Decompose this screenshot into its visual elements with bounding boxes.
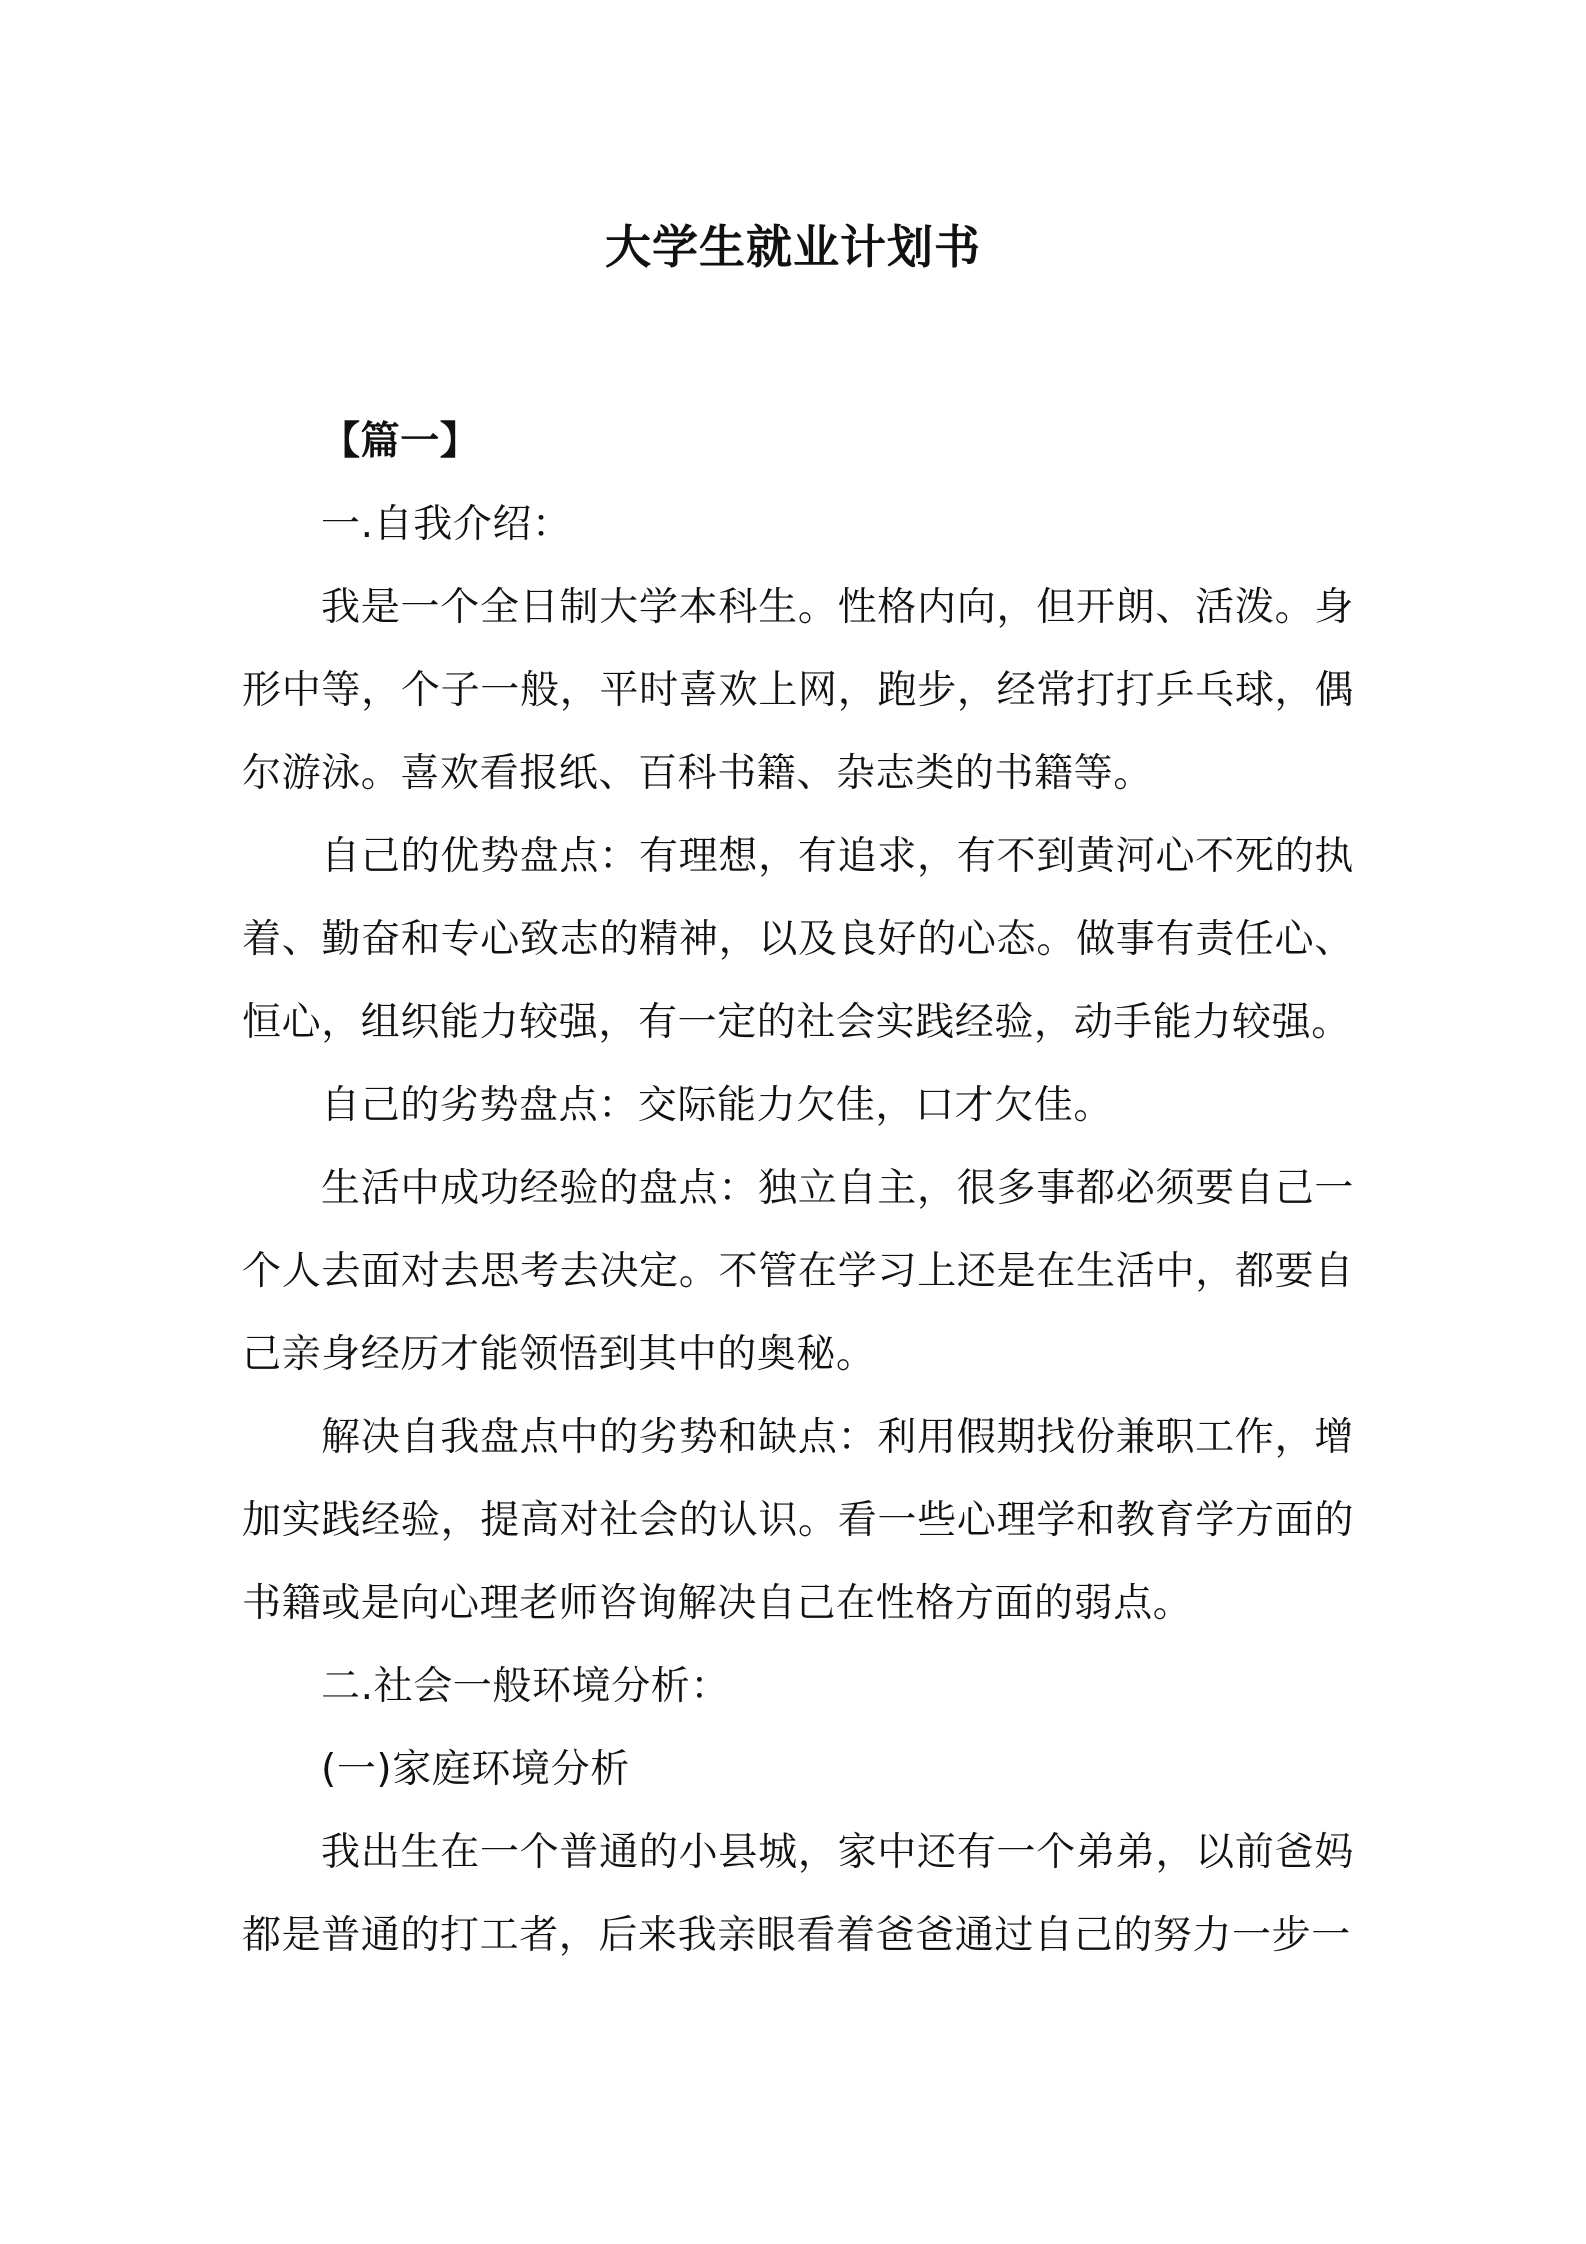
- paragraph-success-experience: 生活中成功经验的盘点：独立自主，很多事都必须要自己一个人去面对去思考去决定。不管在学习上还是在生活中，都要自己亲身经历才能领悟到其中的奥秘。: [242, 1166, 1354, 1377]
- section-heading-self-intro: 一.自我介绍：: [321, 502, 572, 547]
- subsection-heading-family-environment: (一)家庭环境分析: [321, 1747, 630, 1792]
- paragraph-family-background: 我出生在一个普通的小县城，家中还有一个弟弟，以前爸妈都是普通的打工者，后来我亲眼看着爸爸通过自己的努力一步一: [242, 1830, 1354, 1958]
- paragraph-solutions: 解决自我盘点中的劣势和缺点：利用假期找份兼职工作，增加实践经验，提高对社会的认识。看一些心理学和教育学方面的书籍或是向心理老师咨询解决自己在性格方面的弱点。: [242, 1415, 1354, 1626]
- paragraph-weaknesses: 自己的劣势盘点：交际能力欠佳，口才欠佳。: [321, 1083, 1114, 1128]
- document-body: [242, 400, 1354, 1977]
- section-heading-social-environment: 二.社会一般环境分析：: [321, 1664, 730, 1709]
- paragraph-self-intro: 我是一个全日制大学本科生。性格内向，但开朗、活泼。身形中等，个子一般，平时喜欢上网，跑步，经常打打乒乓球，偶尔游泳。喜欢看报纸、百科书籍、杂志类的书籍等。: [242, 585, 1354, 796]
- paragraph-strengths: 自己的优势盘点：有理想，有追求，有不到黄河心不死的执着、勤奋和专心致志的精神，以及良好的心态。做事有责任心、恒心，组织能力较强，有一定的社会实践经验，动手能力较强。: [242, 834, 1354, 1045]
- section-label: 【篇一】: [321, 419, 480, 464]
- document-title: 大学生就业计划书: [605, 220, 981, 274]
